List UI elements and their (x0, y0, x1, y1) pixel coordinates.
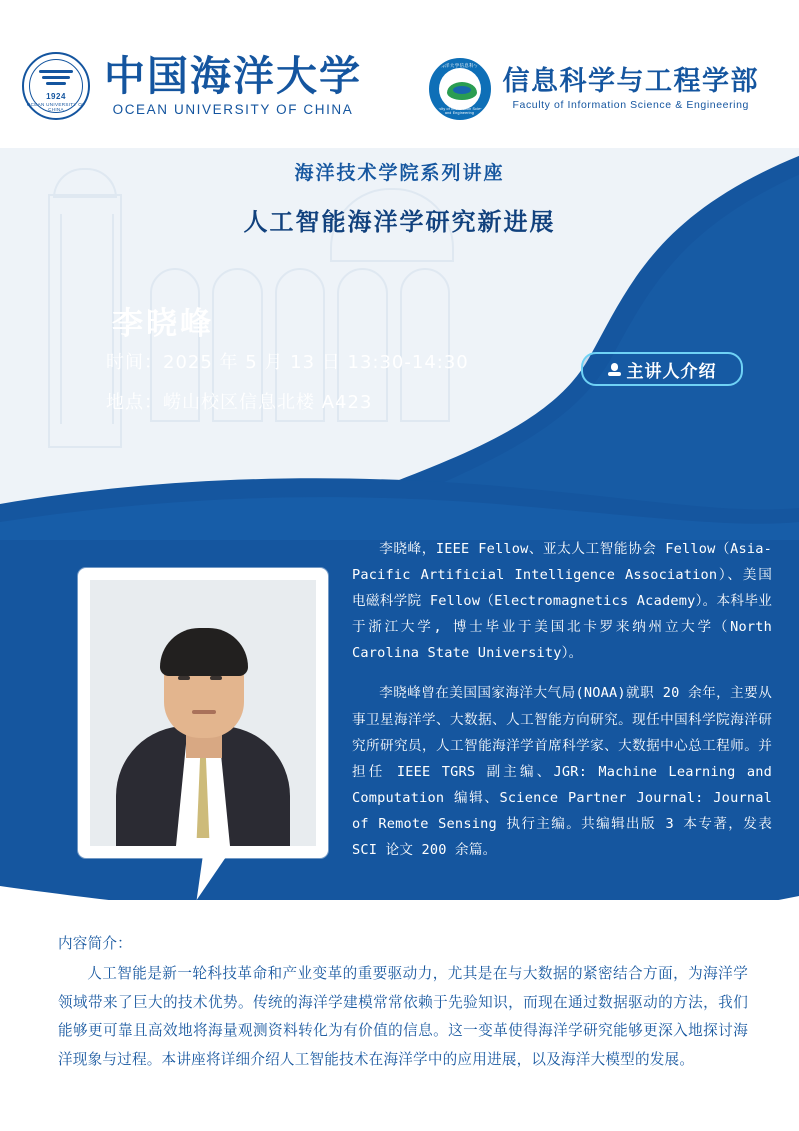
university-logo (22, 52, 362, 120)
university-name-en: OCEAN UNIVERSITY OF CHINA (112, 102, 354, 118)
abstract-heading: 内容简介： (58, 935, 132, 952)
blue-wave-top-graphic (0, 470, 799, 540)
series-title: 海洋技术学院系列讲座 (294, 162, 505, 184)
speaker-photo (90, 580, 316, 846)
faculty-name-cn: 信息科学与工程学部 (502, 65, 759, 97)
speaker-intro-badge (581, 352, 743, 386)
speaker-name: 李晓峰 (112, 306, 214, 342)
seal-year: 1924 (46, 92, 66, 101)
university-name-cn: 中国海洋大学 (104, 51, 362, 100)
bio-paragraph-2: 李晓峰曾在美国国家海洋大气局(NOAA)就职 20 余年，主要从事卫星海洋学、大数据、人工智能方向研究。现任中国科学院海洋研究所研究员，人工智能海洋学首席科学家、大数据中心总工程师。并担任 IEEE TGRS 副主编、JGR: Machine Learning and Computation 编辑、Science Partner Journal: Journal of Remote Sensing 执行主编。共编辑出版 3 本专著，发表 SCI 论文 200 余篇。 (352, 685, 772, 859)
lecture-time: 时间：2025 年 5 月 13 日 13:30-14:30 (106, 352, 469, 373)
speaker-photo-bubble (78, 568, 328, 858)
bio-paragraph-1: 李晓峰，IEEE Fellow、亚太人工智能协会 Fellow（Asia-Pacific Artificial Intelligence Association）、美国电磁科学院 Fellow（Electromagnetics Academy）。本科毕业于浙江大学, 博士毕业于美国北卡罗来纳州立大学（North Carolina State University）。 (352, 541, 772, 662)
microphone-icon (608, 363, 621, 376)
faculty-seal-icon (429, 58, 491, 120)
faculty-seal-ring-en: Faculty of Information Science and Engineering (432, 107, 487, 115)
abstract-text-block (58, 930, 748, 1074)
abstract-body: 人工智能是新一轮科技革命和产业变革的重要驱动力，尤其是在与大数据的紧密结合方面，为海洋学领域带来了巨大的技术优势。传统的海洋学建模常常依赖于先验知识，而现在通过数据驱动的方法，我们能够更可靠且高效地将海量观测资料转化为有价值的信息。这一变革使得海洋学研究能够更深入地探讨海洋现象与过程。本讲座将详细介绍人工智能技术在海洋学中的应用进展，以及海洋大模型的发展。 (58, 965, 748, 1068)
speaker-bio (352, 536, 772, 877)
lecture-title: 人工智能海洋学研究新进展 (243, 208, 556, 236)
seal-ring-text: OCEAN UNIVERSITY OF CHINA (26, 102, 86, 112)
faculty-logo (429, 58, 760, 120)
speaker-intro-label: 主讲人介绍 (626, 361, 717, 382)
faculty-seal-ring-cn: 中国海洋大学信息科学与工程学部 (430, 63, 489, 74)
lecture-place: 地点：崂山校区信息北楼 A423 (106, 392, 373, 413)
university-seal-icon (22, 52, 90, 120)
poster-header (0, 0, 799, 148)
faculty-name-en: Faculty of Information Science & Engineering (512, 99, 749, 112)
